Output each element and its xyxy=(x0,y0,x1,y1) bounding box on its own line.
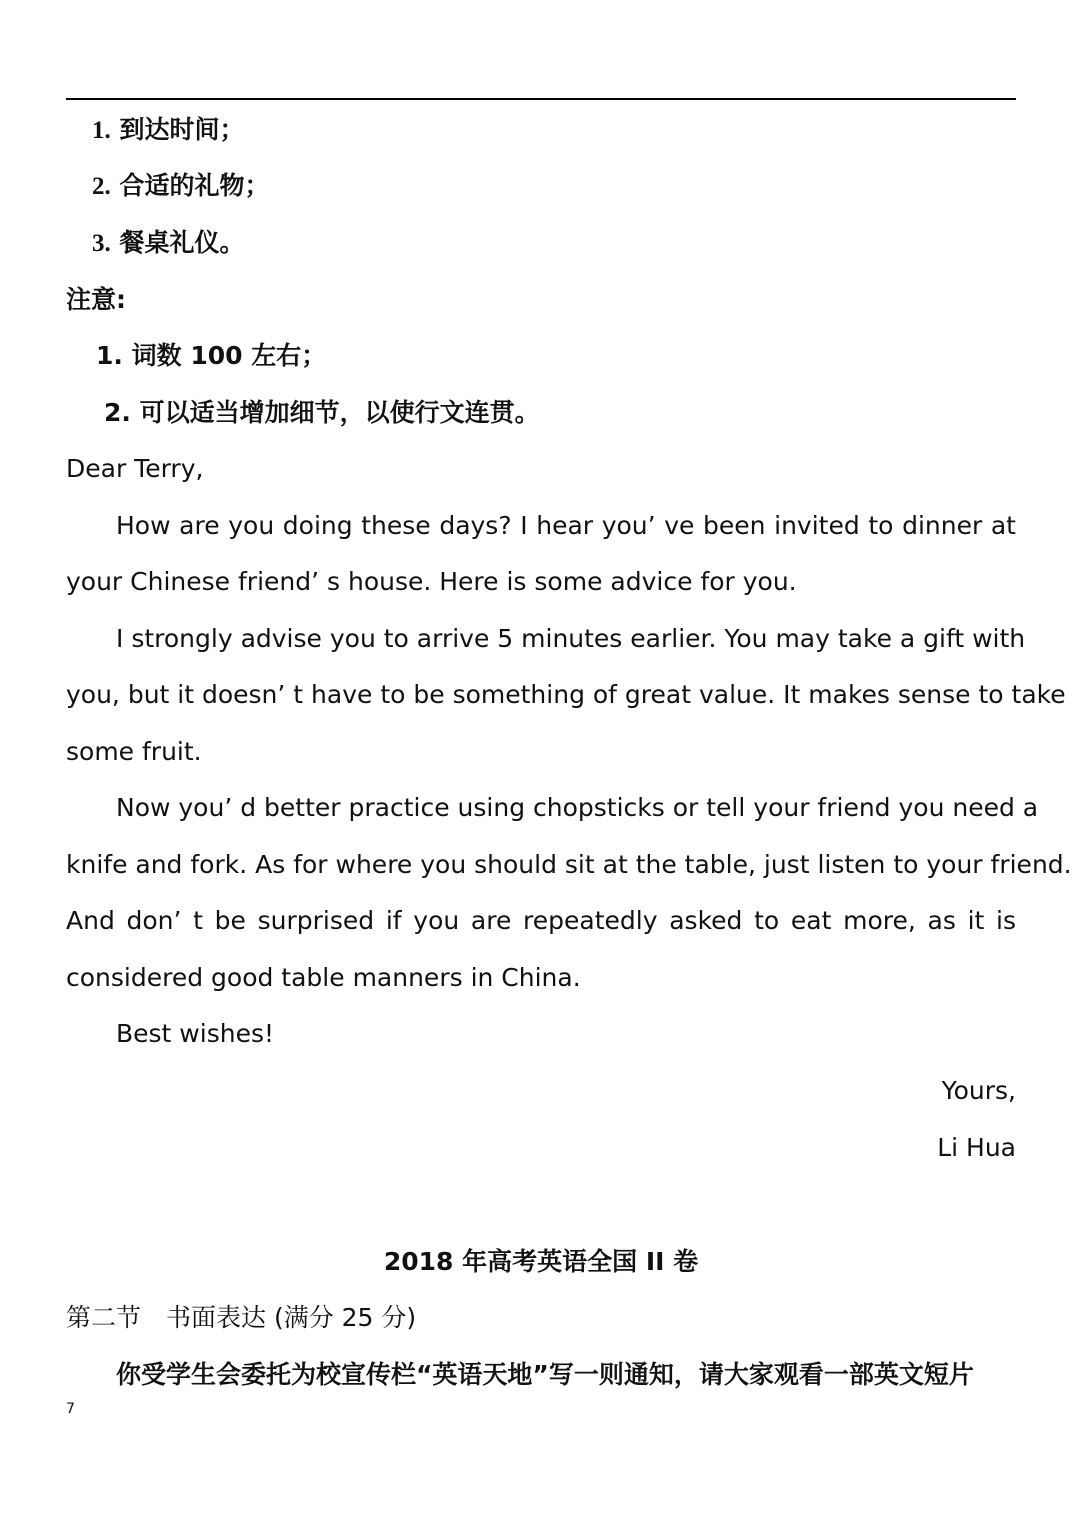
letter-line: Best wishes! xyxy=(116,1019,274,1048)
letter-salutation: Dear Terry, xyxy=(66,454,204,483)
requirement-item: 2. 合适的礼物； xyxy=(92,171,270,200)
letter-signature: Li Hua xyxy=(937,1133,1016,1162)
section-subtitle: 第二节 书面表达 (满分 25 分) xyxy=(66,1303,417,1332)
letter-line: I strongly advise you to arrive 5 minutes earlier. You may take a gift with xyxy=(116,624,1026,653)
header-rule xyxy=(66,98,1016,100)
note-item: 2. 可以适当增加细节，以使行文连贯。 xyxy=(104,398,540,427)
letter-line: considered good table manners in China. xyxy=(66,963,581,992)
letter-line: How are you doing these days? I hear you’ ve been invited to dinner at xyxy=(116,511,1016,540)
note-item: 1. 词数 100 左右； xyxy=(96,341,327,370)
notes-heading: 注意: xyxy=(66,285,126,314)
requirement-item: 3. 餐桌礼仪。 xyxy=(92,228,245,257)
requirement-item: 1. 到达时间； xyxy=(92,115,245,144)
section-prompt: 你受学生会委托为校宣传栏“英语天地”写一则通知，请大家观看一部英文短片 xyxy=(116,1360,974,1389)
letter-line: some fruit. xyxy=(66,737,202,766)
letter-line: you, but it doesn’ t have to be something of great value. It makes sense to take xyxy=(66,680,1066,709)
letter-closing: Yours, xyxy=(941,1076,1016,1105)
page-number: 7 xyxy=(66,1401,75,1417)
section-title: 2018 年高考英语全国 II 卷 xyxy=(383,1247,699,1276)
letter-line: your Chinese friend’ s house. Here is some advice for you. xyxy=(66,567,797,596)
letter-line: Now you’ d better practice using chopsticks or tell your friend you need a xyxy=(116,793,1039,822)
letter-line: knife and fork. As for where you should sit at the table, just listen to your friend. xyxy=(66,850,1072,879)
letter-line: And don’ t be surprised if you are repeatedly asked to eat more, as it is xyxy=(66,906,1016,935)
